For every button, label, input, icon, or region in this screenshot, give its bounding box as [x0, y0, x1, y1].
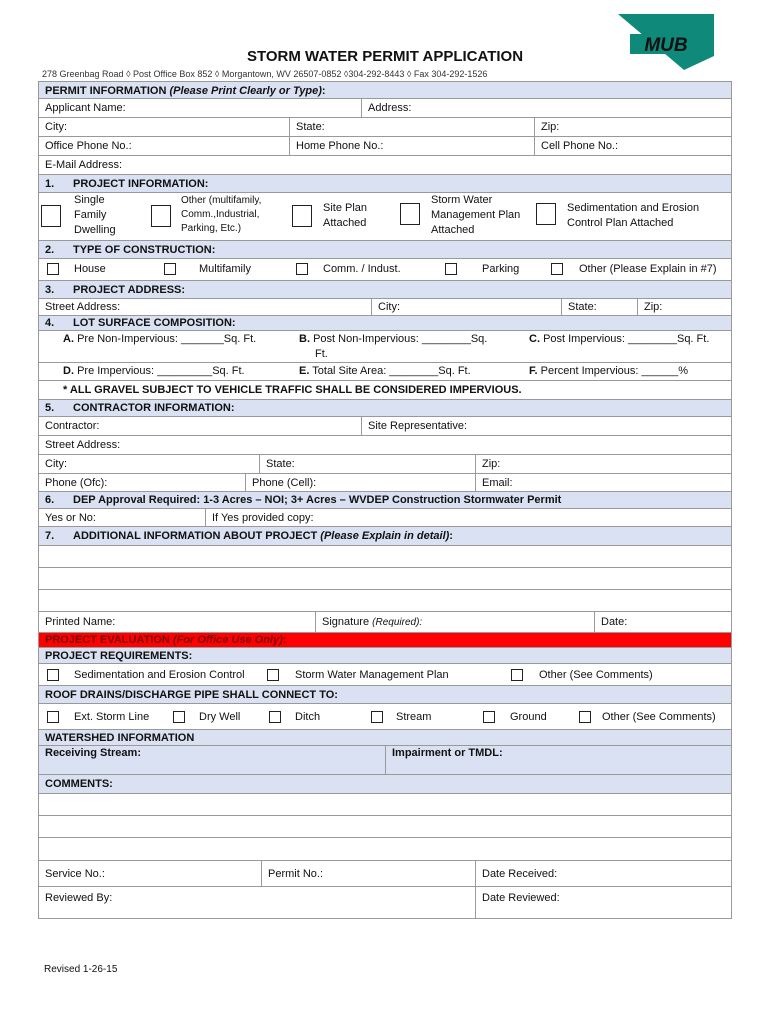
dep-row	[38, 509, 732, 527]
dep-yes-no-field[interactable]: Yes or No:	[45, 512, 96, 524]
service-no-field[interactable]: Service No.:	[45, 868, 105, 880]
section-4-number: 4.	[45, 317, 55, 329]
additional-colon: :	[449, 530, 453, 542]
construction-other-checkbox[interactable]	[551, 263, 563, 275]
single-family-checkbox[interactable]	[41, 205, 61, 227]
comments-heading: COMMENTS:	[45, 778, 113, 790]
evaluation-note: (For Office Use Only)	[172, 634, 283, 646]
contractor-heading: CONTRACTOR INFORMATION:	[73, 402, 235, 414]
req-storm-water-label: Storm Water Management Plan	[295, 669, 449, 681]
office-row-1	[38, 861, 732, 887]
permit-info-colon: :	[321, 85, 326, 97]
requirements-header	[38, 648, 732, 664]
requirements-options	[38, 664, 732, 686]
contractor-email-field[interactable]: Email:	[475, 474, 519, 491]
sed-erosion-plan-label: Sedimentation and Erosion Control Plan Attached	[567, 202, 700, 229]
project-address-heading: PROJECT ADDRESS:	[73, 284, 186, 296]
req-sed-erosion-label: Sedimentation and Erosion Control	[74, 669, 245, 681]
comm-indust-checkbox[interactable]	[296, 263, 308, 275]
additional-note: (Please Explain in detail)	[320, 530, 450, 542]
contractor-field[interactable]: Contractor:	[45, 420, 100, 432]
date-reviewed-field[interactable]: Date Reviewed:	[475, 887, 566, 918]
section-5-number: 5.	[45, 402, 55, 414]
multifamily-label: Multifamily	[199, 263, 251, 275]
project-info-heading: PROJECT INFORMATION:	[73, 178, 209, 190]
applicant-address-field[interactable]: Address:	[361, 99, 417, 117]
office-row-2	[38, 887, 732, 919]
item-a-letter: A.	[63, 333, 74, 345]
project-address-row	[38, 299, 732, 316]
multifamily-checkbox[interactable]	[164, 263, 176, 275]
watershed-header	[38, 730, 732, 746]
pre-non-impervious-field[interactable]	[63, 333, 256, 345]
total-site-area-field[interactable]	[299, 365, 471, 377]
roof-stream-checkbox[interactable]	[371, 711, 383, 723]
evaluation-heading: PROJECT EVALUATION	[45, 634, 170, 646]
roof-storm-line-checkbox[interactable]	[47, 711, 59, 723]
roof-heading: ROOF DRAINS/DISCHARGE PIPE SHALL CONNECT TO:	[45, 689, 338, 701]
surface-row-1	[38, 331, 732, 363]
signature-label: Signature	[322, 616, 370, 628]
permit-no-field[interactable]: Permit No.:	[261, 861, 329, 886]
item-f-text: Percent Impervious: ______%	[540, 365, 688, 377]
contractor-phone-ofc-field[interactable]: Phone (Ofc):	[45, 477, 108, 489]
section-6-number: 6.	[45, 494, 55, 506]
item-b-text: Post Non-Impervious: ________Sq.	[313, 333, 488, 345]
applicant-city-row	[38, 118, 732, 137]
applicant-name-field[interactable]: Applicant Name:	[45, 102, 126, 114]
roof-ditch-checkbox[interactable]	[269, 711, 281, 723]
contractor-zip-field[interactable]: Zip:	[475, 455, 506, 473]
signature-row	[38, 612, 732, 633]
applicant-email-row	[38, 156, 732, 175]
signature-field[interactable]	[315, 612, 428, 632]
applicant-city-field[interactable]: City:	[45, 121, 67, 133]
contractor-street-row	[38, 436, 732, 455]
project-state-field[interactable]: State:	[561, 299, 603, 315]
project-city-field[interactable]: City:	[371, 299, 406, 315]
post-impervious-field[interactable]	[529, 333, 709, 345]
permit-info-note: (Please Print Clearly or Type)	[169, 85, 322, 97]
signature-date-field[interactable]: Date:	[594, 612, 633, 632]
house-label: House	[74, 263, 106, 275]
item-b-letter: B.	[299, 333, 310, 345]
item-d-letter: D.	[63, 365, 74, 377]
sed-erosion-plan-checkbox[interactable]	[536, 203, 556, 225]
dep-heading: DEP Approval Required: 1-3 Acres – NOI; 3+ Acres – WVDEP Construction Stormwater Permit	[73, 494, 562, 506]
storm-water-plan-checkbox[interactable]	[400, 203, 420, 225]
applicant-email-field[interactable]: E-Mail Address:	[45, 159, 123, 171]
item-e-text: Total Site Area: ________Sq. Ft.	[312, 365, 471, 377]
form-title: STORM WATER PERMIT APPLICATION	[246, 48, 524, 65]
cell-phone-field[interactable]: Cell Phone No.:	[534, 137, 624, 155]
surface-heading: LOT SURFACE COMPOSITION:	[73, 317, 236, 329]
evaluation-bar	[38, 633, 732, 648]
roof-ground-label: Ground	[510, 711, 547, 723]
logo-text: MUB	[644, 35, 688, 56]
dep-header	[38, 492, 732, 509]
contractor-city-row	[38, 455, 732, 474]
item-d-text: Pre Impervious: _________Sq. Ft.	[77, 365, 245, 377]
reviewed-by-field[interactable]: Reviewed By:	[45, 892, 113, 904]
additional-header	[38, 527, 732, 546]
comments-header	[38, 775, 732, 794]
house-checkbox[interactable]	[47, 263, 59, 275]
construction-options	[38, 259, 732, 281]
applicant-row	[38, 99, 732, 118]
site-rep-field[interactable]: Site Representative:	[361, 417, 473, 435]
section-7-number: 7.	[45, 530, 55, 542]
roof-ground-checkbox[interactable]	[483, 711, 495, 723]
item-c-letter: C.	[529, 333, 540, 345]
percent-impervious-field[interactable]	[529, 365, 688, 377]
parking-checkbox[interactable]	[445, 263, 457, 275]
single-family-label: Single Family Dwelling	[74, 194, 116, 236]
req-other-label: Other (See Comments)	[539, 669, 653, 681]
requirements-heading: PROJECT REQUIREMENTS:	[45, 650, 193, 662]
roof-other-checkbox[interactable]	[579, 711, 591, 723]
contractor-phone-cell-field[interactable]: Phone (Cell):	[245, 474, 322, 491]
storm-water-plan-label: Storm Water Management Plan Attached	[431, 194, 521, 236]
post-non-impervious-field[interactable]	[299, 333, 487, 345]
utility-address: 278 Greenbag Road ◊ Post Office Box 852 ◊ Morgantown, WV 26507-0852 ◊304-292-8443 ◊ Fax 304-292-1526	[42, 69, 488, 79]
signature-note: (Required):	[372, 617, 423, 628]
gravel-note: * ALL GRAVEL SUBJECT TO VEHICLE TRAFFIC SHALL BE CONSIDERED IMPERVIOUS.	[63, 384, 522, 396]
revision-note: Revised 1-26-15	[44, 964, 118, 975]
applicant-phone-row	[38, 137, 732, 156]
roof-storm-line-label: Ext. Storm Line	[74, 711, 150, 723]
item-a-text: Pre Non-Impervious: _______Sq. Ft.	[77, 333, 257, 345]
section-2-number: 2.	[45, 244, 55, 256]
roof-ditch-label: Ditch	[295, 711, 321, 723]
req-sed-erosion-checkbox[interactable]	[47, 669, 59, 681]
home-phone-field[interactable]: Home Phone No.:	[289, 137, 389, 155]
dep-copy-field[interactable]: If Yes provided copy:	[205, 509, 320, 526]
construction-header	[38, 241, 732, 259]
contractor-row	[38, 417, 732, 436]
contractor-city-field[interactable]: City:	[45, 458, 67, 470]
roof-other-label: Other (See Comments)	[602, 711, 716, 723]
date-received-field[interactable]: Date Received:	[475, 861, 563, 886]
site-plan-checkbox[interactable]	[292, 205, 312, 227]
comments-line-2[interactable]	[38, 816, 732, 838]
permit-info-header	[38, 81, 732, 99]
applicant-zip-field[interactable]: Zip:	[534, 118, 565, 136]
parking-label: Parking	[482, 263, 520, 275]
other-type-checkbox[interactable]	[151, 205, 171, 227]
item-e-letter: E.	[299, 365, 310, 377]
item-c-text: Post Impervious: ________Sq. Ft.	[543, 333, 710, 345]
contractor-street-field[interactable]: Street Address:	[45, 439, 121, 451]
surface-row-2	[38, 363, 732, 381]
watershed-row	[38, 746, 732, 775]
printed-name-field[interactable]: Printed Name:	[45, 616, 116, 628]
additional-heading: ADDITIONAL INFORMATION ABOUT PROJECT	[73, 530, 318, 542]
req-storm-water-checkbox[interactable]	[267, 669, 279, 681]
project-zip-field[interactable]: Zip:	[637, 299, 668, 315]
comments-line-3[interactable]	[38, 838, 732, 861]
contractor-header	[38, 400, 732, 417]
roof-options	[38, 704, 732, 730]
section-1-number: 1.	[45, 178, 55, 190]
construction-other-label: Other (Please Explain in #7)	[579, 263, 717, 275]
permit-form	[38, 81, 732, 919]
section-3-number: 3.	[45, 284, 55, 296]
watershed-heading: WATERSHED INFORMATION	[45, 732, 195, 744]
other-type-label: Other (multifamily, Comm.,Industrial, Parking, Etc.)	[181, 195, 262, 234]
project-street-field[interactable]: Street Address:	[45, 301, 121, 313]
additional-line-1[interactable]	[38, 546, 732, 568]
additional-line-3[interactable]	[38, 590, 732, 612]
evaluation-colon: :	[282, 634, 287, 646]
roof-dry-well-label: Dry Well	[199, 711, 241, 723]
pre-impervious-field[interactable]	[63, 365, 245, 377]
contractor-phone-row	[38, 474, 732, 492]
impairment-field[interactable]: Impairment or TMDL:	[385, 746, 509, 774]
project-address-header	[38, 281, 732, 299]
contractor-state-field[interactable]: State:	[259, 455, 301, 473]
receiving-stream-field[interactable]: Receiving Stream:	[45, 747, 141, 759]
comments-line-1[interactable]	[38, 794, 732, 816]
permit-info-heading: PERMIT INFORMATION	[45, 85, 167, 97]
item-f-letter: F.	[529, 365, 538, 377]
project-info-options	[38, 193, 732, 241]
site-plan-label: Site Plan Attached	[323, 202, 368, 229]
req-other-checkbox[interactable]	[511, 669, 523, 681]
roof-stream-label: Stream	[396, 711, 432, 723]
roof-dry-well-checkbox[interactable]	[173, 711, 185, 723]
office-phone-field[interactable]: Office Phone No.:	[45, 140, 132, 152]
additional-line-2[interactable]	[38, 568, 732, 590]
applicant-state-field[interactable]: State:	[289, 118, 331, 136]
comm-indust-label: Comm. / Indust.	[323, 263, 401, 275]
item-b-continued: Ft.	[315, 348, 328, 360]
construction-heading: TYPE OF CONSTRUCTION:	[73, 244, 216, 256]
surface-header	[38, 316, 732, 331]
roof-header	[38, 686, 732, 704]
project-info-header	[38, 175, 732, 193]
gravel-note-row	[38, 381, 732, 400]
